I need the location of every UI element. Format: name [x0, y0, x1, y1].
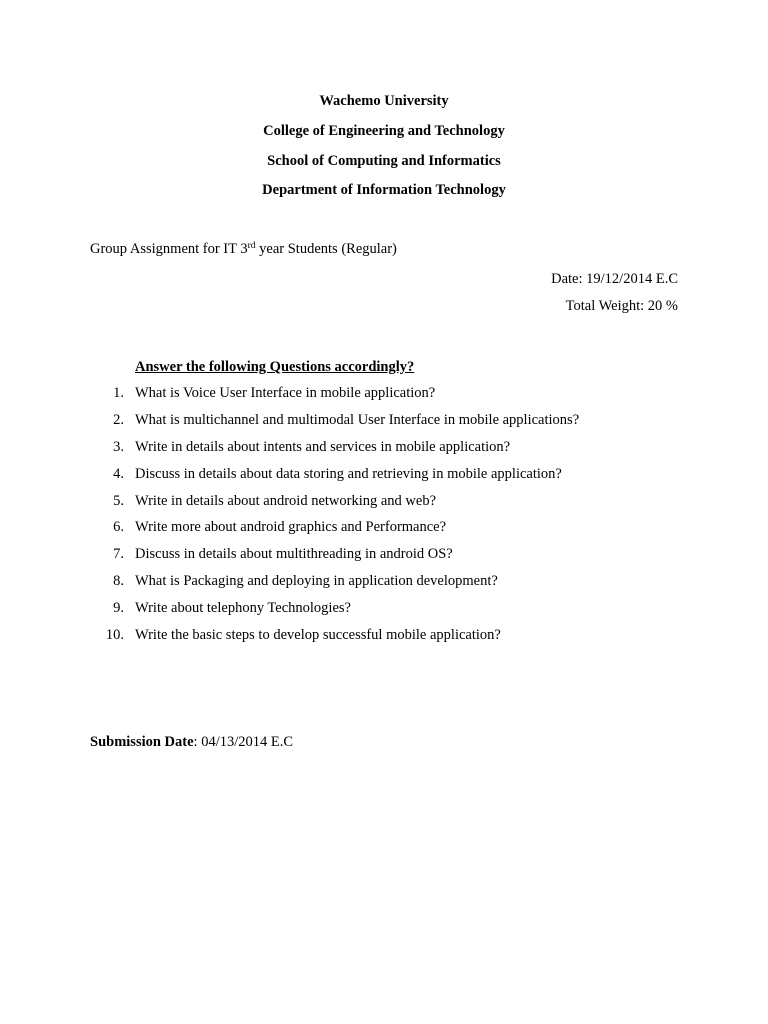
question-text: Write the basic steps to develop successful mobile application? [135, 627, 501, 644]
question-number: 10. [105, 627, 124, 644]
university-name: Wachemo University [319, 93, 449, 109]
question-item [90, 492, 579, 519]
college-name: College of Engineering and Technology [263, 123, 505, 139]
submission-date-label: Submission Date [90, 734, 194, 750]
total-weight: Total Weight: 20 % [565, 298, 678, 314]
question-number: 6. [113, 519, 124, 536]
question-text: Discuss in details about multithreading in android OS? [135, 546, 453, 563]
question-item [90, 572, 579, 599]
question-item [90, 545, 579, 572]
question-number: 9. [113, 600, 124, 617]
question-number: 2. [113, 411, 124, 428]
question-number: 1. [113, 385, 124, 401]
question-list [90, 384, 579, 653]
question-item [90, 411, 579, 438]
question-number: 4. [113, 465, 124, 482]
assignment-title-superscript: rd [247, 241, 256, 251]
question-item [90, 384, 579, 411]
question-number: 5. [113, 492, 124, 509]
submission-date-value: : 04/13/2014 E.C [193, 734, 294, 750]
question-text: Write more about android graphics and Performance? [135, 519, 447, 536]
question-text: What is multichannel and multimodal User Interface in mobile applications? [135, 411, 580, 428]
question-number: 7. [113, 546, 124, 563]
question-text: What is Packaging and deploying in application development? [135, 573, 498, 590]
submission-date [90, 733, 293, 751]
question-text: Write in details about android networking and web? [135, 492, 437, 509]
assignment-date: Date: 19/12/2014 E.C [551, 271, 678, 287]
question-item [90, 518, 579, 545]
assignment-title [90, 239, 397, 259]
question-item [90, 438, 579, 465]
question-text: Write in details about intents and services in mobile application? [135, 438, 511, 455]
question-item [90, 465, 579, 492]
assignment-title-prefix: Group Assignment for IT 3 [90, 241, 248, 257]
question-text: What is Voice User Interface in mobile application? [135, 385, 436, 401]
question-text: Write about telephony Technologies? [135, 600, 351, 617]
question-number: 3. [113, 438, 124, 455]
instruction-heading: Answer the following Questions accordingly? [135, 359, 415, 375]
school-name: School of Computing and Informatics [267, 153, 501, 169]
assignment-title-suffix: year Students (Regular) [255, 241, 397, 257]
question-item [90, 599, 579, 626]
question-number: 8. [113, 573, 124, 590]
question-text: Discuss in details about data storing and retrieving in mobile application? [135, 465, 562, 482]
department-name: Department of Information Technology [262, 182, 506, 198]
question-item [90, 626, 579, 653]
